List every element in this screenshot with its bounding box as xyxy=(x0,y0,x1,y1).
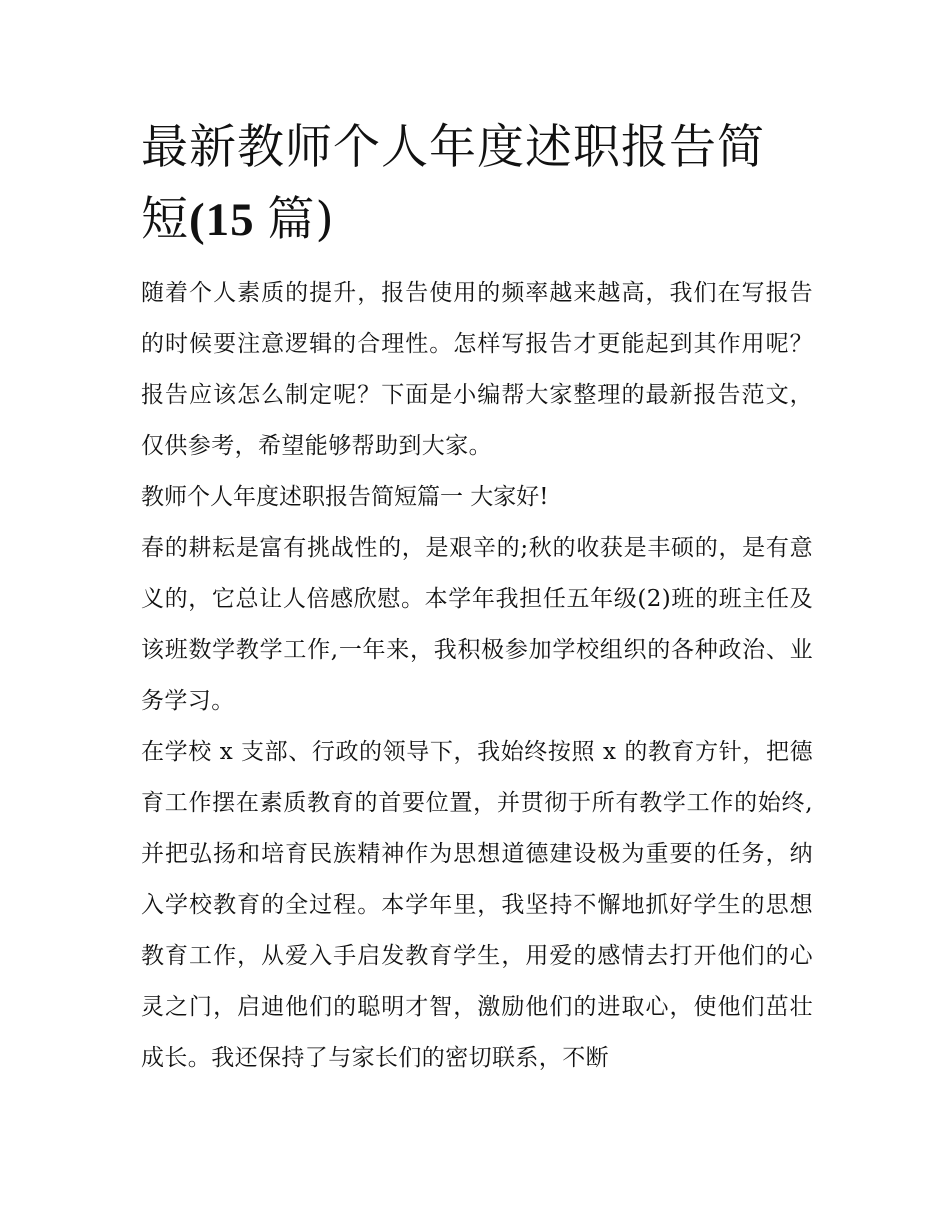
title-line-2-start: 短 xyxy=(141,192,189,247)
title-line-2-count: (15 xyxy=(189,194,268,246)
title-line-2-end: 篇) xyxy=(267,192,335,247)
body-paragraph-2: 在学校 x 支部、行政的领导下，我始终按照 x 的教育方针，把德育工作摆在素质教育的首要位置，并贯彻于所有教学工作的始终,并把弘扬和培育民族精神作为思想道德建设极为重要的任务，纳入学校教育的全过程。本学年里，我坚持不懈地抓好学生的思想教育工作，从爱入手启发教育学生，用爱的感情去打开他们的心灵之门，启迪他们的聪明才智，激励他们的进取心，使他们茁壮成长。我还保持了与家长们的密切联系，不断 xyxy=(141,739,813,1071)
document-page xyxy=(141,112,813,1084)
section-heading-1: 教师个人年度述职报告简短篇一 大家好! xyxy=(141,484,549,510)
document-title xyxy=(141,112,813,256)
body-paragraph-1: 春的耕耘是富有挑战性的，是艰辛的;秋的收获是丰硕的，是有意义的，它总让人倍感欣慰。本学年我担任五年级(2)班的班主任及该班数学教学工作,一年来，我积极参加学校组织的各种政治、业务学习。 xyxy=(141,535,813,714)
intro-paragraph: 随着个人素质的提升，报告使用的频率越来越高，我们在写报告的时候要注意逻辑的合理性。怎样写报告才更能起到其作用呢？报告应该怎么制定呢？下面是小编帮大家整理的最新报告范文，仅供参考，希望能够帮助到大家。 xyxy=(141,280,813,459)
title-line-1: 最新教师个人年度述职报告简 xyxy=(141,120,765,175)
